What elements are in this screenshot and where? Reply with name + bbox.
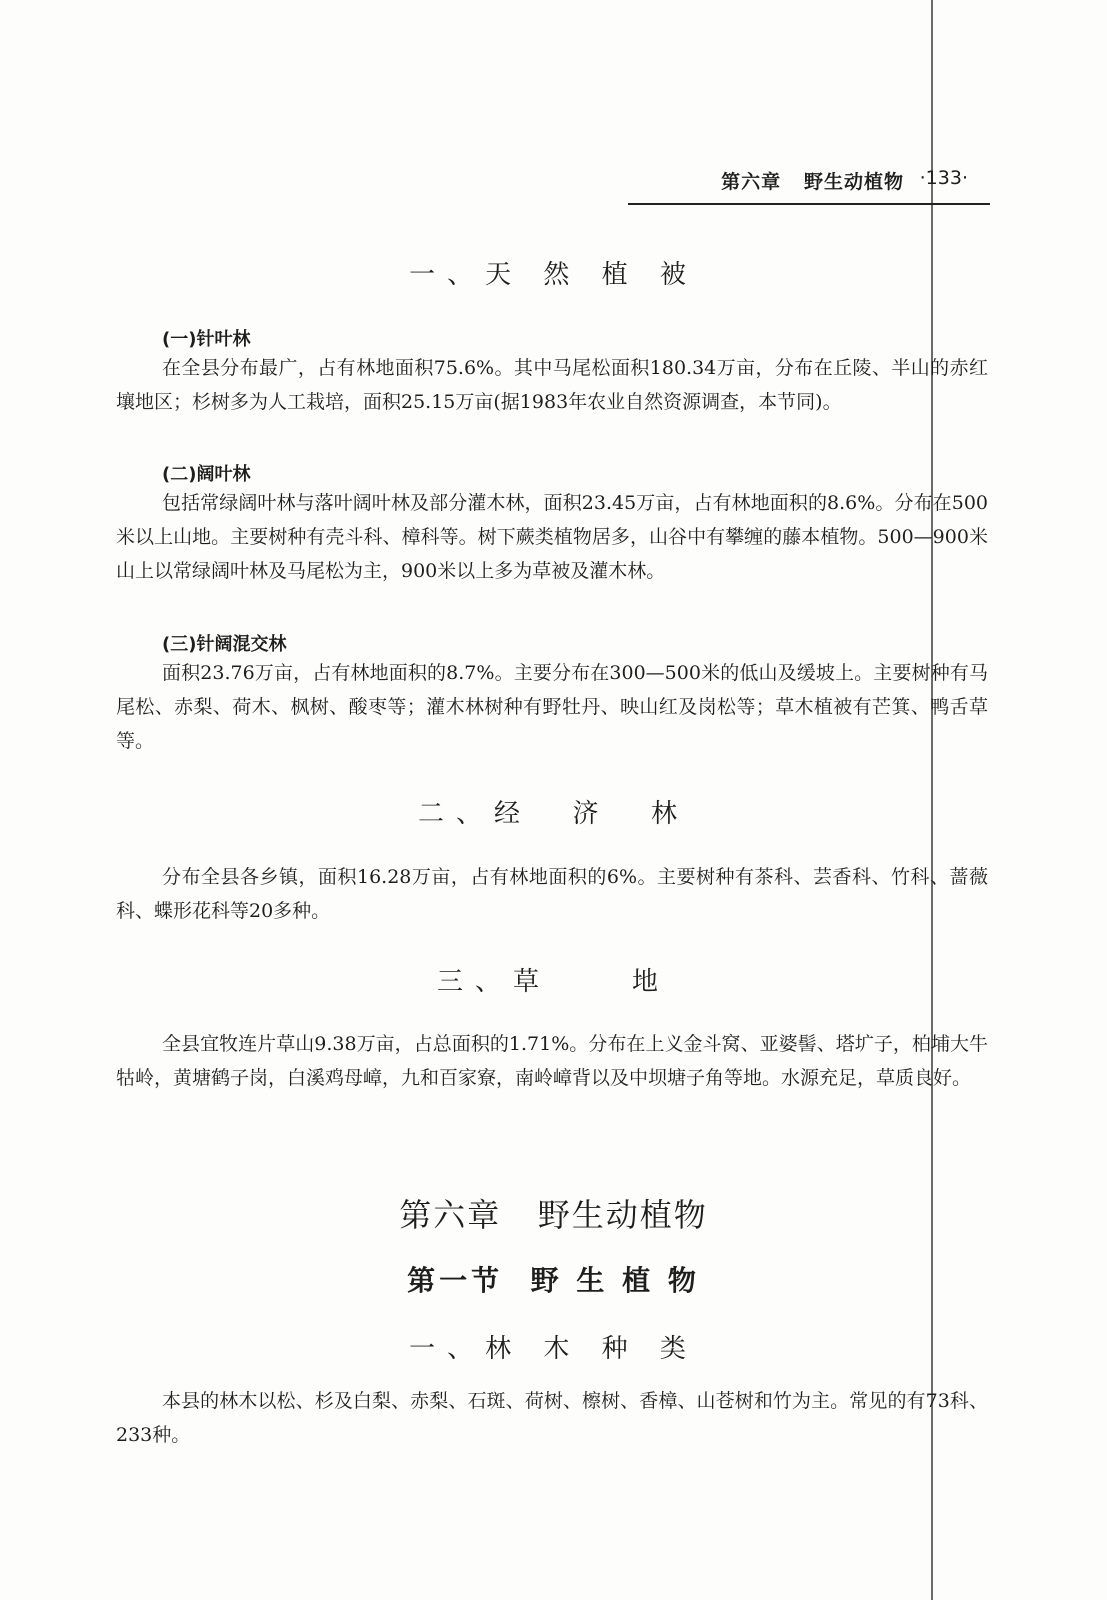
running-title: 第六章 野生动植物 — [721, 171, 904, 193]
section-title-natural-vegetation: 一、天 然 植 被 — [409, 260, 698, 290]
subsection-title-conifer: (一)针叶林 — [162, 329, 251, 350]
paragraph-mixed: 面积23.76万亩，占有林地面积的8.7%。主要分布在300—500米的低山及缓坡上。主要树种有马尾松、赤梨、荷木、枫树、酸枣等；灌木林树种有野牡丹、映山红及岗松等；草木植被有芒箕、鸭舌草等。 — [116, 662, 988, 752]
chapter-subsection-title: 一、林 木 种 类 — [409, 1334, 698, 1364]
paragraph-broadleaf: 包括常绿阔叶林与落叶阔叶林及部分灌木林，面积23.45万亩，占有林地面积的8.6%。分布在500米以上山地。主要树种有壳斗科、樟科等。树下蕨类植物居多，山谷中有攀缠的藤本植物。500—900米山上以常绿阔叶林及马尾松为主，900米以上多为草被及灌木林。 — [116, 492, 988, 582]
chapter-section-title: 第一节 野 生 植 物 — [407, 1264, 700, 1297]
section-title-economic-forest: 二、经 济 林 — [417, 799, 690, 829]
subsection-title-mixed: (三)针阔混交林 — [162, 634, 287, 655]
page-number: ·133· — [919, 167, 968, 189]
paragraph-conifer: 在全县分布最广，占有林地面积75.6%。其中马尾松面积180.34万亩，分布在丘陵、半山的赤红壤地区；杉树多为人工栽培，面积25.15万亩(据1983年农业自然资源调查，本节同)。 — [116, 357, 988, 413]
running-header — [628, 163, 990, 205]
paragraph-economic-forest: 分布全县各乡镇，面积16.28万亩，占有林地面积的6%。主要树种有茶科、芸香科、竹科、蔷薇科、蝶形花科等20多种。 — [116, 866, 988, 922]
header-rule — [628, 203, 990, 205]
subsection-title-broadleaf: (二)阔叶林 — [162, 464, 251, 485]
paragraph-grassland: 全县宜牧连片草山9.38万亩，占总面积的1.71%。分布在上义金斗窝、亚婆髻、塔圹子，柏埔大牛牯岭，黄塘鹤子岗，白溪鸡母嶂，九和百家寮，南岭嶂背以及中坝塘子角等地。水源充足，草质良好。 — [116, 1033, 988, 1089]
paragraph-tree-species: 本县的林木以松、杉及白梨、赤梨、石斑、荷树、檫树、香樟、山苍树和竹为主。常见的有73科、233种。 — [116, 1390, 988, 1446]
chapter-title: 第六章 野生动植物 — [399, 1196, 708, 1234]
section-title-grassland: 三、草 地 — [436, 967, 671, 997]
